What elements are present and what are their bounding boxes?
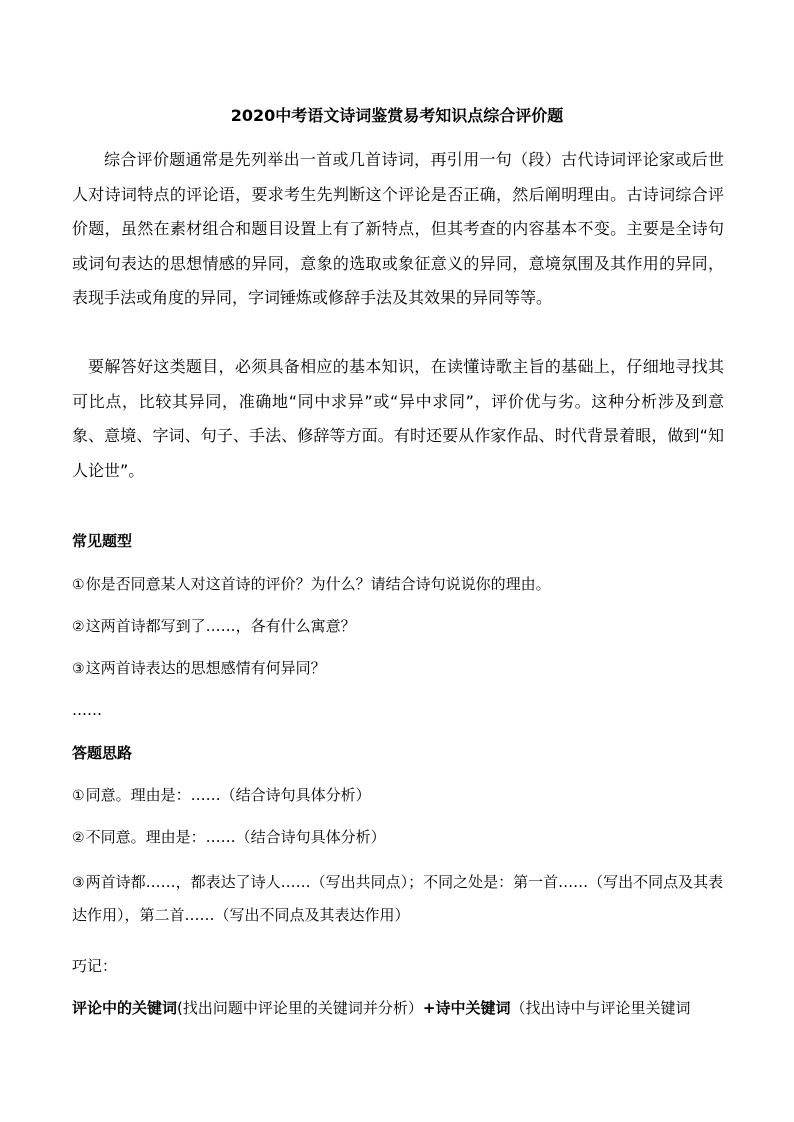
answer-ideas-heading: 答题思路 [72,744,133,762]
common-types-ellipsis: …… [72,701,102,719]
item-text: 这两首诗都写到了……，各有什么寓意？ [85,617,356,635]
document-title: 2020中考语文诗词鉴赏易考知识点综合评价题 [230,106,564,125]
comment-keyword-label: 评论中的关键词 [72,999,178,1017]
item-number: ③ [72,661,85,677]
memory-tip-label: 巧记： [72,957,118,975]
memory-tip-formula [72,996,732,1020]
answer-idea-item-1 [72,783,732,808]
answer-idea-item-3 [72,866,724,931]
poem-keyword-label: 诗中关键词 [435,999,511,1017]
common-type-item-1 [72,572,732,597]
item-number: ③ [72,875,85,891]
item-number: ① [72,788,85,804]
common-type-item-2 [72,614,732,639]
common-type-item-3 [72,656,732,681]
intro-paragraph: 综合评价题通常是先列举出一首或几首诗词，再引用一句（段）古代诗词评论家或后世人对诗词特点的评论语，要求考生先判断这个评论是否正确，然后阐明理由。古诗词综合评价题，虽然在素材组合和题目设置上有了新特点，但其考查的内容基本不变。主要是全诗句或词句表达的思想情感的异同，意象的选取或象征意义的异同，意境氛围及其作用的异同，表现手法或角度的异同，字词锤炼或修辞手法及其效果的异同等等。 [72,150,724,307]
item-text: 你是否同意某人对这首诗的评价？为什么？请结合诗句说说你的理由。 [85,575,551,593]
item-text: 这两首诗表达的思想感情有何异同？ [85,659,326,677]
common-types-heading: 常见题型 [72,532,133,550]
item-text: 同意。理由是：……（结合诗句具体分析） [85,786,371,804]
item-text: 不同意。理由是：……（结合诗句具体分析） [85,828,386,846]
item-number: ② [72,830,85,846]
plus-sign: + [422,999,436,1017]
poem-keyword-note: （找出诗中与评论里关键词 [510,999,691,1017]
answer-idea-item-2 [72,825,732,850]
comment-keyword-note: (找出问题中评论里的关键词并分析） [177,999,423,1017]
item-number: ② [72,619,85,635]
item-number: ① [72,577,85,593]
item-text: 两首诗都……，都表达了诗人……（写出共同点）；不同之处是：第一首……（写出不同点及其表达作用），第二首……（写出不同点及其表达作用） [72,873,724,924]
second-paragraph: 要解答好这类题目，必须具备相应的基本知识，在读懂诗歌主旨的基础上，仔细地寻找其可比点，比较其异同，准确地“同中求异”或“异中求同”，评价优与劣。这种分析涉及到意象、意境、字词、句子、手法、修辞等方面。有时还要从作家作品、时代背景着眼，做到“知人论世”。 [72,357,724,480]
